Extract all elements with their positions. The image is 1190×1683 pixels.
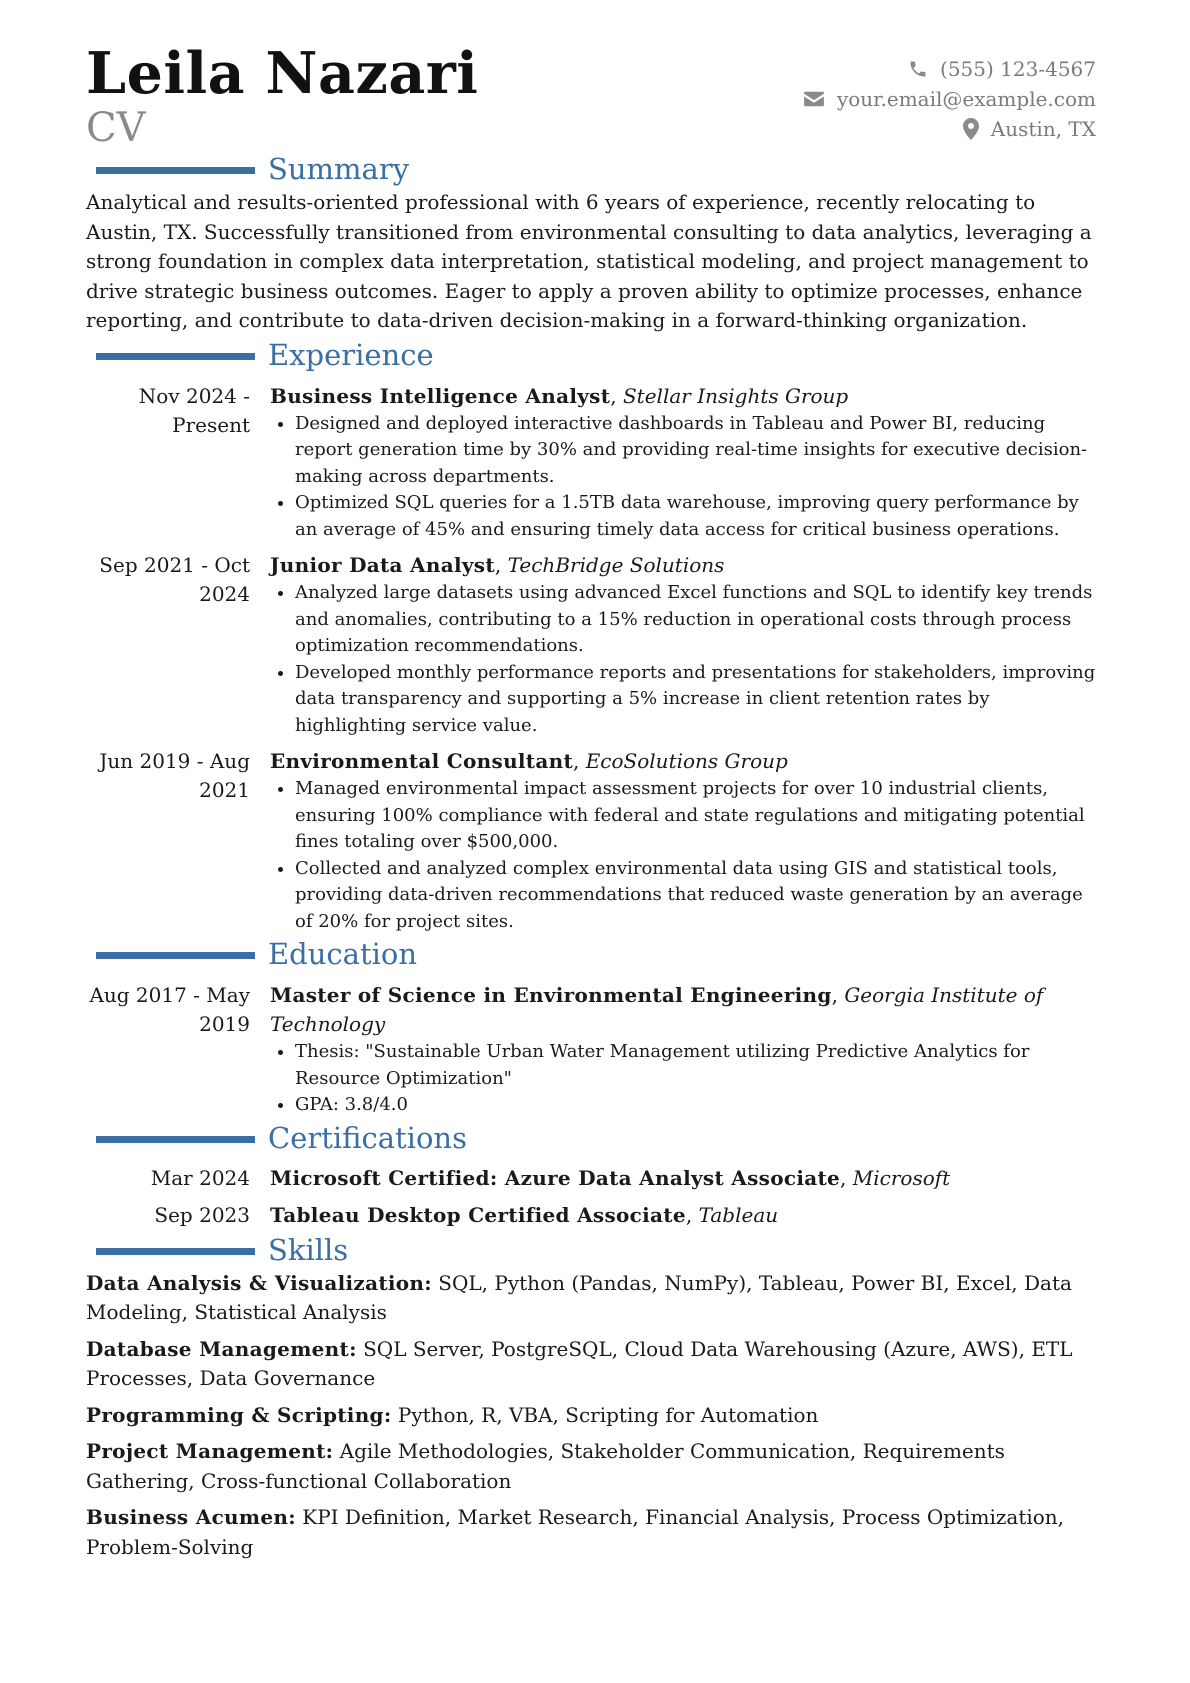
certification-entry	[86, 1163, 1096, 1194]
organization: TechBridge Solutions	[507, 553, 725, 578]
section-summary-header	[86, 152, 1096, 188]
issuer: Tableau	[698, 1202, 779, 1227]
skill-category: Data Analysis & Visualization:	[86, 1270, 432, 1295]
issuer: Microsoft	[852, 1165, 951, 1190]
entry-body	[270, 747, 1096, 935]
certification-title: Tableau Desktop Certified Associate	[270, 1202, 686, 1227]
location-text: Austin, TX	[990, 117, 1096, 141]
entry-heading: Microsoft Certified: Azure Data Analyst Associate, Microsoft	[270, 1165, 951, 1190]
entry-date: Sep 2021 - Oct 2024	[99, 553, 250, 607]
job-title: Business Intelligence Analyst	[270, 383, 611, 408]
section-education-header	[86, 937, 1096, 973]
skill-category: Business Acumen:	[86, 1505, 296, 1530]
contact-email	[803, 84, 1096, 114]
section-experience-header	[86, 337, 1096, 374]
organization: Stellar Insights Group	[622, 383, 849, 408]
bullet-list	[270, 776, 1096, 935]
certification-title: Microsoft Certified: Azure Data Analyst Associate	[270, 1165, 841, 1190]
job-title: Junior Data Analyst	[270, 553, 495, 578]
section-title-certifications: Certifications	[268, 1120, 467, 1155]
section-divider-bar	[96, 1248, 255, 1255]
institution: Georgia Institute of Technology	[270, 983, 1044, 1037]
education-entry	[86, 981, 1096, 1119]
section-title-summary: Summary	[268, 152, 410, 186]
contact-block	[803, 54, 1096, 144]
section-title-experience: Experience	[268, 337, 434, 372]
resume-header	[86, 40, 1096, 156]
section-divider-bar	[96, 167, 255, 174]
entry-heading: Business Intelligence Analyst, Stellar Insights Group	[270, 383, 849, 408]
skill-items: KPI Definition, Market Research, Financial Analysis, Process Optimization, Problem-Solving	[86, 1505, 1065, 1559]
contact-location	[803, 114, 1096, 144]
entry-heading: Master of Science in Environmental Engineering, Georgia Institute of Technology	[270, 983, 1044, 1037]
section-title-education: Education	[268, 937, 418, 972]
entry-heading: Junior Data Analyst, TechBridge Solutions	[270, 553, 725, 578]
skill-line	[86, 1401, 1106, 1431]
skill-items: SQL Server, PostgreSQL, Cloud Data Warehousing (Azure, AWS), ETL Processes, Data Governance	[86, 1336, 1073, 1391]
phone-icon	[908, 59, 928, 79]
skill-line	[86, 1437, 1106, 1496]
bullet-item: • GPA: 3.8/4.0	[295, 1092, 1096, 1119]
skill-line	[86, 1269, 1106, 1328]
entry-body	[270, 382, 1096, 544]
bullet-item: • Managed environmental impact assessment projects for over 10 industrial clients, ensuring 100% compliance with federal and state regulations and mitigating potential fines totaling over $500,000.	[295, 776, 1096, 856]
entry-heading: Tableau Desktop Certified Associate, Tableau	[270, 1202, 779, 1227]
entry-date: Sep 2023	[154, 1202, 250, 1227]
section-divider-bar	[96, 1136, 255, 1143]
bullet-list	[270, 1039, 1096, 1119]
skill-category: Programming & Scripting:	[86, 1402, 392, 1427]
entry-date: Jun 2019 - Aug 2021	[99, 749, 250, 803]
entry-body	[270, 551, 1096, 739]
bullet-item: • Collected and analyzed complex environmental data using GIS and statistical tools, providing data-driven recommendations that reduced waste generation by an average of 20% for project sites.	[295, 856, 1096, 936]
entry-date: Aug 2017 - May 2019	[89, 983, 250, 1037]
skill-line	[86, 1335, 1106, 1394]
bullet-item: • Optimized SQL queries for a 1.5TB data warehouse, improving query performance by an average of 45% and ensuring timely data access for critical business operations.	[295, 490, 1096, 543]
skill-items: SQL, Python (Pandas, NumPy), Tableau, Power BI, Excel, Data Modeling, Statistical Analysis	[86, 1270, 1072, 1325]
bullet-list	[270, 580, 1096, 739]
entry-date: Mar 2024	[150, 1165, 250, 1190]
bullet-item: • Analyzed large datasets using advanced Excel functions and SQL to identify key trends and anomalies, contributing to a 15% reduction in operational costs through process optimization recommendations.	[295, 580, 1096, 660]
bullet-item: • Designed and deployed interactive dashboards in Tableau and Power BI, reducing report generation time by 30% and providing real-time insights for executive decision-making across departments.	[295, 411, 1096, 491]
phone-text: (555) 123-4567	[940, 57, 1096, 81]
skill-category: Project Management:	[86, 1439, 334, 1464]
email-link[interactable]: your.email@example.com	[836, 87, 1096, 111]
skill-items: Python, R, VBA, Scripting for Automation	[397, 1402, 819, 1427]
bullet-item: • Developed monthly performance reports and presentations for stakeholders, improving data transparency and supporting a 5% increase in client retention rates by highlighting service value.	[295, 660, 1096, 740]
resume-page	[86, 40, 1096, 1562]
section-skills-header	[86, 1232, 1096, 1269]
job-title: Environmental Consultant	[270, 749, 573, 774]
map-pin-icon	[963, 118, 979, 140]
section-divider-bar	[96, 952, 255, 959]
section-title-skills: Skills	[268, 1232, 349, 1267]
skill-items: Agile Methodologies, Stakeholder Communication, Requirements Gathering, Cross-functional Collaboration	[86, 1439, 1005, 1493]
section-divider-bar	[96, 353, 255, 360]
summary-paragraph: Analytical and results-oriented professional with 6 years of experience, recently relocating to Austin, TX. Successfully transitioned from environmental consulting to data analytics, leveraging a strong foundation in complex data interpretation, statistical modeling, and project management to drive strategic business outcomes. Eager to apply a proven ability to optimize processes, enhance reporting, and contribute to data-driven decision-making in a forward-thinking organization.	[86, 190, 1092, 333]
entry-heading: Environmental Consultant, EcoSolutions Group	[270, 749, 788, 774]
contact-phone	[803, 54, 1096, 84]
bullet-list	[270, 411, 1096, 544]
experience-entry	[86, 747, 1096, 935]
organization: EcoSolutions Group	[585, 749, 788, 774]
bullet-item: • Thesis: "Sustainable Urban Water Management utilizing Predictive Analytics for Resource Optimization"	[295, 1039, 1096, 1092]
document-subtitle: CV	[86, 105, 146, 151]
experience-entry	[86, 551, 1096, 739]
person-name: Leila Nazari	[86, 40, 479, 107]
experience-entry	[86, 382, 1096, 544]
degree-title: Master of Science in Environmental Engineering	[270, 983, 832, 1008]
certification-entry	[86, 1200, 1096, 1231]
skill-line	[86, 1503, 1106, 1562]
skill-category: Database Management:	[86, 1336, 357, 1361]
section-certifications-header	[86, 1120, 1096, 1157]
envelope-icon	[803, 90, 825, 108]
entry-body	[270, 981, 1096, 1119]
entry-date: Nov 2024 - Present	[138, 383, 250, 437]
